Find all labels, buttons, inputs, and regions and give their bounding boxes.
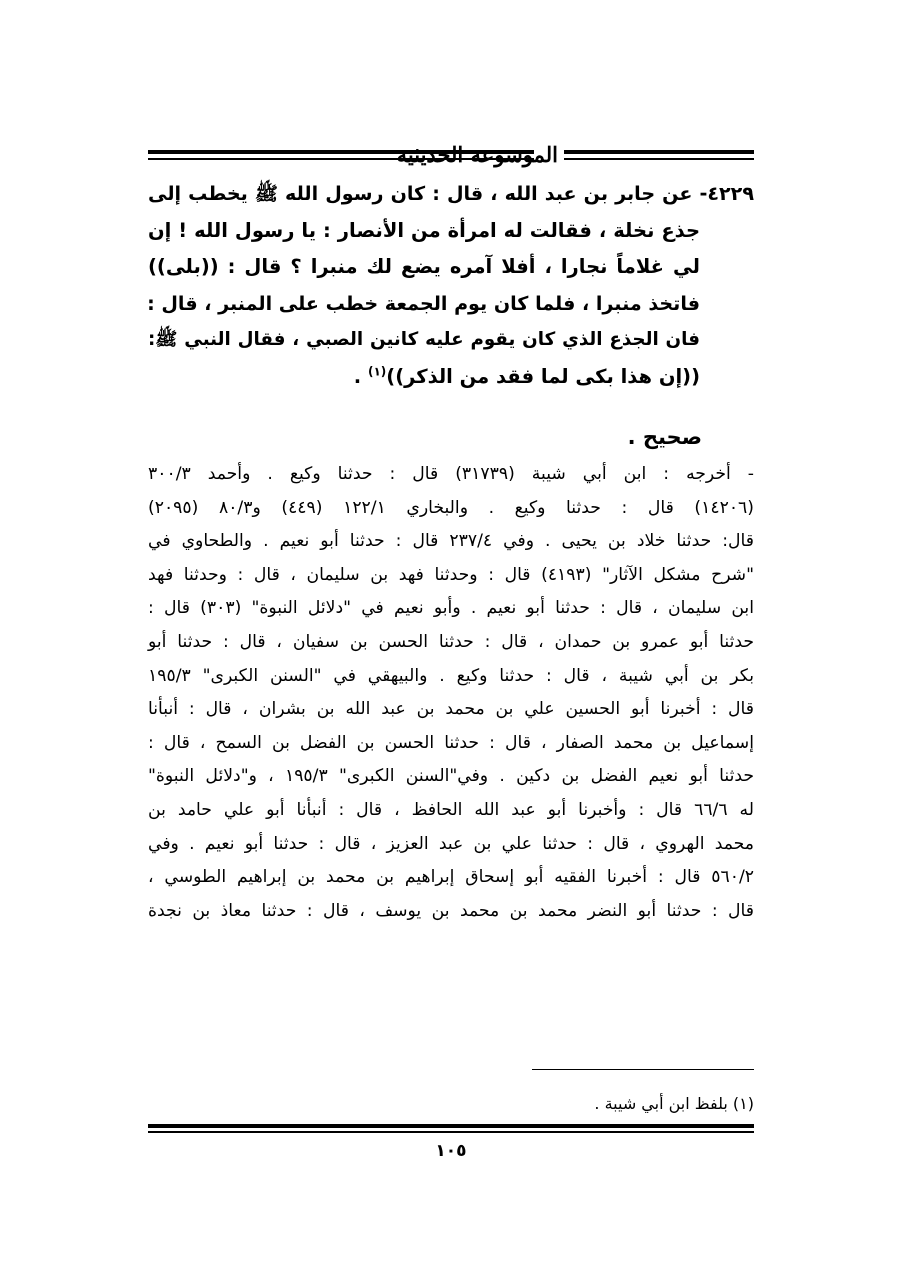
takhrij-line: ابن سليمان ، قال : حدثنا أبو نعيم . وأبو نعيم في "دلائل النبوة" (٣٠٣) قال :: [148, 598, 754, 619]
takhrij-line: قال: حدثنا خلاد بن يحيى . وفي ٢٣٧/٤ قال : حدثنا أبو نعيم . والطحاوي في: [148, 531, 754, 552]
hadith-last-text: ((إن هذا بكى لما فقد من الذكر)): [386, 364, 700, 388]
hadith-line: جذع نخلة ، فقالت له امرأة من الأنصار : يا رسول الله ! إن: [148, 218, 700, 242]
hadith-text: [148, 176, 754, 395]
hadith-line: فان الجذع الذي كان يقوم عليه كانين الصبي ، فقال النبي ﷺ:: [148, 329, 700, 350]
hadith-last-end: .: [353, 364, 368, 388]
hadith-line: لي غلاماً نجارا ، أفلا آمره يضع لك منبرا ؟ قال : ((بلى)): [148, 255, 700, 278]
hadith-line-last: [148, 359, 700, 396]
hadith-line: ٤٢٢٩- عن جابر بن عبد الله ، قال : كان رسول الله ﷺ يخطب إلى: [148, 182, 754, 205]
takhrij-line: "شرح مشكل الآثار" (٤١٩٣) قال : وحدثنا فهد بن سليمان ، قال : وحدثنا فهد: [148, 564, 754, 585]
running-header: [148, 140, 754, 174]
takhrij-line: محمد الهروي ، قال : حدثنا علي بن عبد العزيز ، قال : حدثنا أبو نعيم . وفي: [148, 833, 754, 854]
takhrij-text: [148, 458, 754, 928]
takhrij-line: ٥٦٠/٢ قال : أخبرنا الفقيه أبو إسحاق إبراهيم بن محمد بن إبراهيم الطوسي ،: [148, 867, 754, 888]
hadith-line: فاتخذ منبرا ، فلما كان يوم الجمعة خطب على المنبر ، قال :: [147, 291, 700, 315]
takhrij-line: بكر بن أبي شيبة ، قال : حدثنا وكيع . والبيهقي في "السنن الكبرى" ١٩٥/٣: [148, 665, 754, 686]
footnote-text: (١) بلفظ ابن أبي شيبة .: [594, 1094, 754, 1113]
header-title: الموسوعة الحديثية: [396, 142, 558, 167]
footer-rule: [148, 1124, 754, 1133]
takhrij-line: حدثنا أبو عمرو بن حمدان ، قال : حدثنا الحسن بن سفيان ، قال : حدثنا أبو: [148, 631, 754, 652]
takhrij-line: (١٤٢٠٦) قال : حدثنا وكيع . والبخاري ١٢٢/١ (٤٤٩) و٨٠/٣ (٢٠٩٥): [148, 497, 755, 518]
takhrij-line: إسماعيل بن محمد الصفار ، قال : حدثنا الحسن بن الفضل بن السمح ، قال :: [148, 732, 754, 753]
page-number: ١٠٥: [435, 1141, 467, 1161]
footnote-separator: [532, 1069, 754, 1070]
footnote-reference: (١): [367, 364, 387, 378]
takhrij-line: له ٦٦/٦ قال : وأخبرنا أبو عبد الله الحافظ ، قال : أنبأنا أبو علي حامد بن: [148, 799, 754, 820]
book-page: [148, 0, 754, 1273]
header-rule-left: [148, 150, 534, 160]
hadith-grading: صحيح .: [627, 425, 702, 449]
header-rule-right: [564, 150, 754, 160]
takhrij-line: حدثنا أبو نعيم الفضل بن دكين . وفي"السنن الكبرى" ١٩٥/٣ ، و"دلائل النبوة": [148, 766, 754, 787]
takhrij-line: - أخرجه : ابن أبي شيبة (٣١٧٣٩) قال : حدثنا وكيع . وأحمد ٣٠٠/٣: [148, 464, 754, 484]
takhrij-line: قال : حدثنا أبو النضر محمد بن محمد بن يوسف ، قال : حدثنا معاذ بن نجدة: [148, 900, 754, 921]
takhrij-line: قال : أخبرنا أبو الحسين علي بن محمد بن عبد الله بن بشران ، قال : أنبأنا: [148, 699, 754, 720]
